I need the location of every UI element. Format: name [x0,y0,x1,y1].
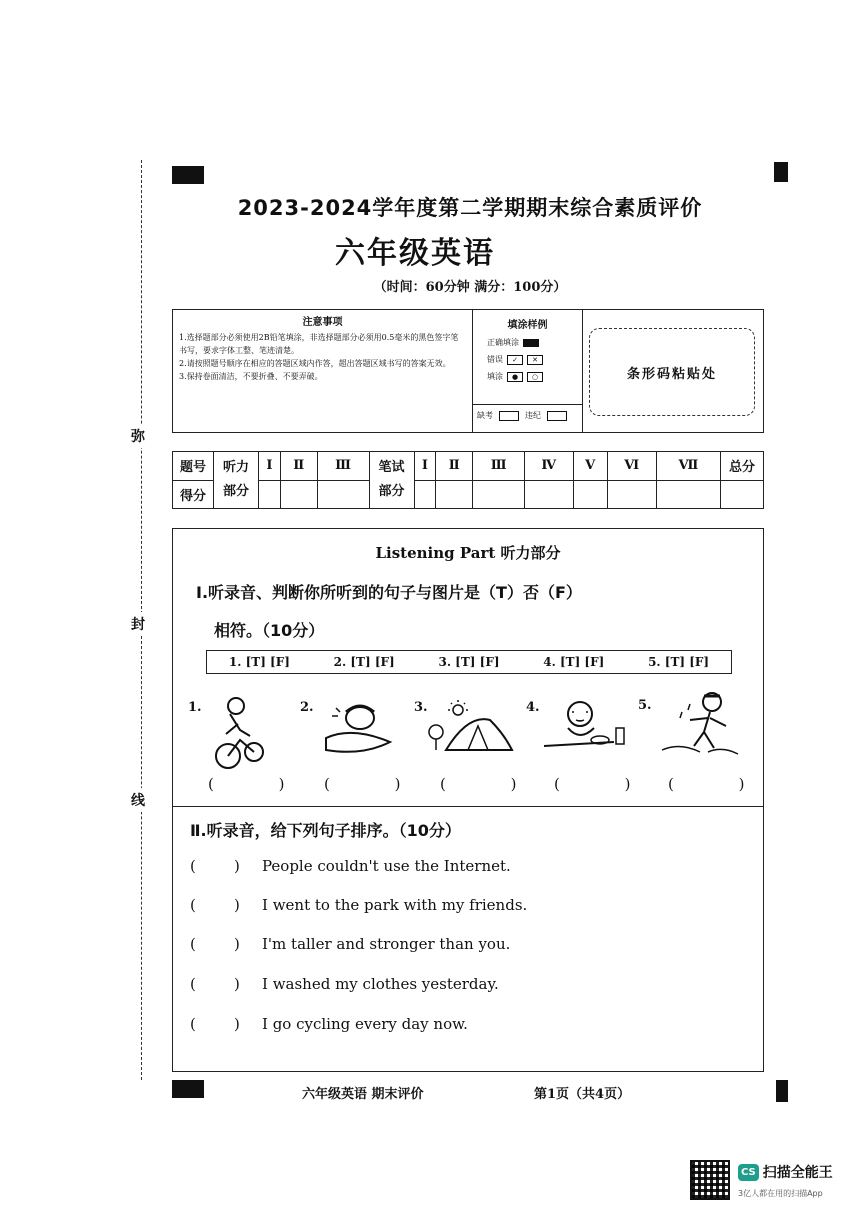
notice-item-3: 3.保持卷面清洁，不要折叠、不要弄破。 [179,372,323,381]
exam-subtitle: 六年级英语 [335,236,495,271]
scanner-watermark [738,1162,833,1182]
filled-box-icon [523,339,539,347]
qr-code-icon [690,1160,730,1200]
writing-col-3: Ⅲ [473,452,525,481]
sample-correct-row [473,337,582,348]
score-cell[interactable] [607,480,656,509]
notice-box [172,309,764,433]
score-cell[interactable] [573,480,607,509]
fill-sample-heading: 填涂样例 [507,320,548,331]
listening-label-bottom: 部分 [222,484,249,499]
question-1-instruction: Ⅰ.听录音、判断你所听到的句子与图片是（T）否（F） [196,583,582,602]
sentence-text: I go cycling every day now. [262,1015,468,1033]
circle-box-icon: ○ [527,372,543,382]
answer-blank-1[interactable]: ( ) [208,775,315,793]
section-divider [172,806,764,807]
violation-label: 违纪 [525,411,541,420]
order-blank[interactable]: ( ) [190,857,240,875]
tf-option-2[interactable]: 2. [T] [F] [333,655,395,669]
listening-label-top: 听力 [222,460,249,475]
question-number-label: 题号 [173,452,214,481]
sentence-text: I washed my clothes yesterday. [262,975,499,993]
writing-col-5: Ⅴ [573,452,607,481]
footer-subject: 六年级英语 期末评价 [302,1087,424,1102]
listening-col-3: Ⅲ [317,452,369,481]
score-cell[interactable] [473,480,525,509]
tf-option-4[interactable]: 4. [T] [F] [543,655,605,669]
absent-box[interactable] [499,411,519,421]
question-2-instruction: Ⅱ.听录音，给下列句子排序。（10分） [190,821,461,840]
listening-part-label [214,452,259,509]
sample-wrong-label: 错误 [487,355,503,364]
notice-heading: 注意事项 [302,317,343,328]
sample-fill-row [473,371,582,382]
writing-col-4: Ⅳ [525,452,574,481]
violation-box[interactable] [547,411,567,421]
score-cell[interactable] [259,480,281,509]
score-table [172,451,764,509]
sentence-text: People couldn't use the Internet. [262,857,511,875]
cross-box-icon: ✕ [527,355,543,365]
walking-rain-icon [660,690,740,760]
score-table-header-row [173,452,764,481]
score-cell[interactable] [525,480,574,509]
sample-fill-label: 填涂 [487,372,503,381]
writing-label-bottom: 部分 [378,484,405,499]
absent-label: 缺考 [477,411,493,420]
score-label: 得分 [173,480,214,509]
corner-mark-top-left [172,166,204,184]
tf-option-5[interactable]: 5. [T] [F] [648,655,710,669]
corner-mark-top-right [774,162,788,182]
order-blank[interactable]: ( ) [190,935,240,953]
writing-part-label [369,452,414,509]
score-cell[interactable] [656,480,720,509]
notice-instructions [173,310,473,432]
cycling-boy-icon [214,694,266,772]
score-table-score-row [173,480,764,509]
notice-item-2: 2.请按照题号顺序在相应的答题区域内作答，超出答题区域书写的答案无效。 [179,359,451,368]
listening-part-title: Listening Part 听力部分 [375,544,561,562]
dot-box-icon: ● [507,372,523,382]
absence-row [473,404,582,426]
tf-option-1[interactable]: 1. [T] [F] [228,655,290,669]
sentence-text: I'm taller and stronger than you. [262,935,511,953]
writing-col-7: Ⅶ [656,452,720,481]
check-box-icon: ✓ [507,355,523,365]
score-cell-total[interactable] [721,480,764,509]
sample-wrong-row [473,354,582,365]
answer-blank-3[interactable]: ( ) [440,775,547,793]
eating-boy-icon [544,698,628,758]
seal-char-1: 弥 [131,424,145,448]
picture-number-3: 3. [414,700,428,715]
tf-option-3[interactable]: 3. [T] [F] [438,655,500,669]
picture-number-5: 5. [638,698,652,713]
score-cell[interactable] [414,480,436,509]
answer-blank-4[interactable]: ( ) [554,775,661,793]
answer-blank-2[interactable]: ( ) [324,775,431,793]
sentence-row [190,1015,468,1033]
exam-time-info: （时间：60分钟 满分：100分） [373,280,567,295]
sentence-text: I went to the park with my friends. [262,896,528,914]
barcode-area: 条形码粘贴处 [589,328,755,416]
writing-col-1: Ⅰ [414,452,436,481]
scanner-logo-icon: CS [738,1164,759,1181]
scanner-tagline: 3亿人都在用的扫描App [738,1189,823,1198]
total-label: 总分 [721,452,764,481]
fill-sample [473,310,583,432]
scanner-name: 扫描全能王 [762,1165,833,1181]
sentence-row [190,975,499,993]
tf-answer-box [206,650,732,674]
seal-char-3: 线 [131,788,145,812]
order-blank[interactable]: ( ) [190,896,240,914]
question-1-instruction-cont: 相符。（10分） [214,621,325,640]
sentence-row [190,857,511,875]
picture-number-1: 1. [188,700,202,715]
exam-title: 2023-2024学年度第二学期期末综合素质评价 [237,196,703,220]
listening-col-2: Ⅱ [280,452,317,481]
corner-mark-bottom-left [172,1080,204,1098]
writing-col-2: Ⅱ [436,452,473,481]
picture-number-4: 4. [526,700,540,715]
sample-correct-label: 正确填涂 [487,338,519,347]
footer-page: 第1页（共4页） [534,1087,631,1102]
order-blank[interactable]: ( ) [190,975,240,993]
tent-sun-icon [428,700,514,756]
score-cell[interactable] [280,480,317,509]
sentence-row [190,896,527,914]
writing-label-top: 笔试 [378,460,405,475]
score-cell[interactable] [317,480,369,509]
picture-number-2: 2. [300,700,314,715]
notice-item-1: 1.选择题部分必须使用2B铅笔填涂，非选择题部分必须用0.5毫米的黑色签字笔书写，要求字体工整、笔迹清楚。 [179,333,459,355]
seal-char-2: 封 [131,612,145,636]
sleeping-person-icon [322,698,394,758]
listening-col-1: Ⅰ [259,452,281,481]
sentence-row [190,935,510,953]
corner-mark-bottom-right [776,1080,788,1102]
order-blank[interactable]: ( ) [190,1015,240,1033]
answer-blank-5[interactable]: ( ) [668,775,775,793]
score-cell[interactable] [436,480,473,509]
writing-col-6: Ⅵ [607,452,656,481]
